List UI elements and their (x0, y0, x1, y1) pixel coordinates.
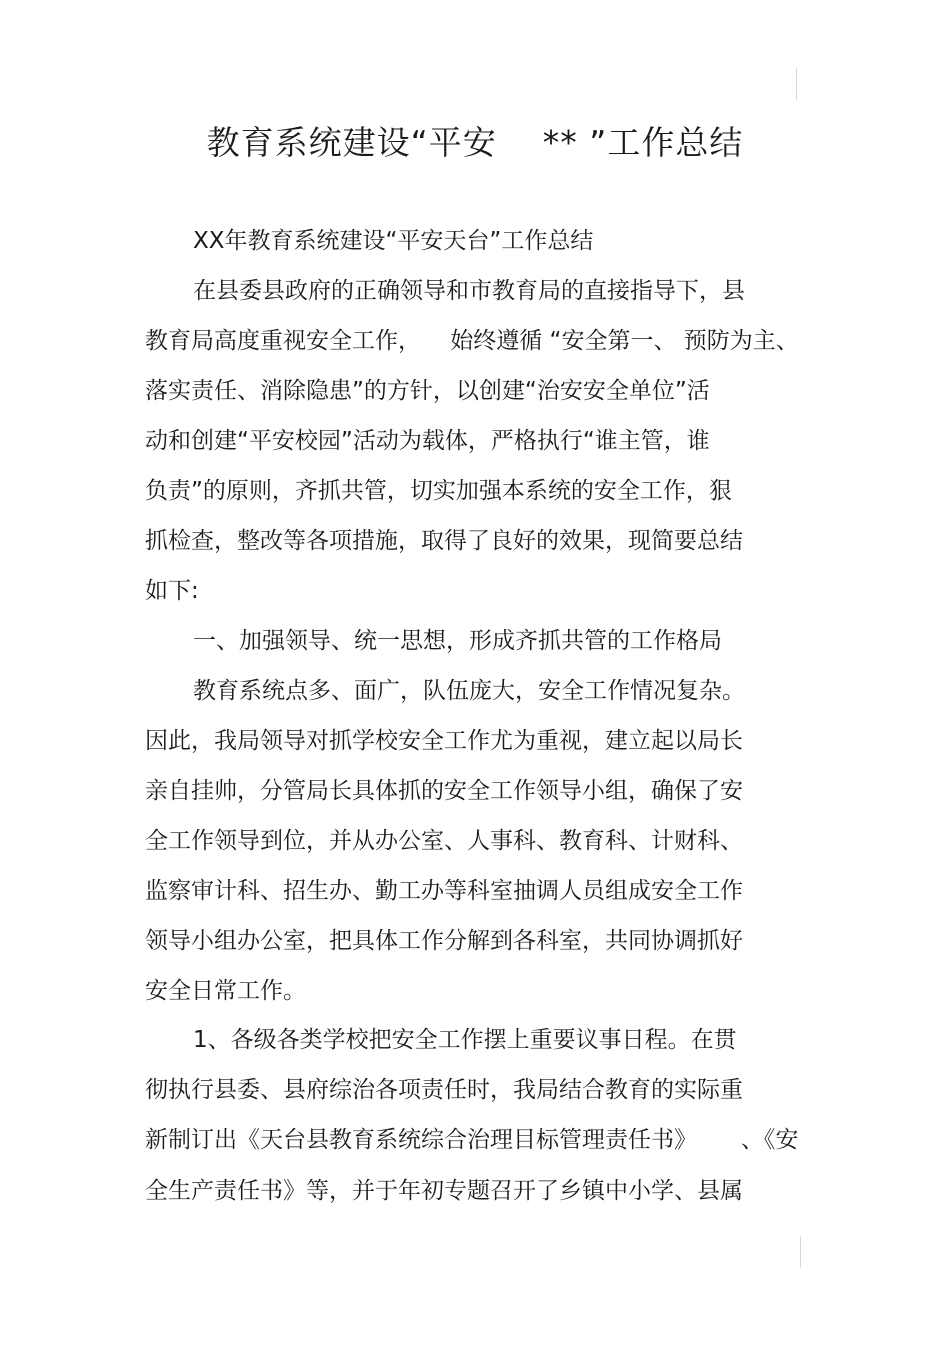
paragraph-line: 如下: (145, 578, 199, 604)
paragraph-line: 亲自挂帅，分管局长具体抓的安全工作领导小组，确保了安 (145, 778, 743, 804)
paragraph-line: 全工作领导到位，并从办公室、人事科、教育科、计财科、 (145, 828, 743, 854)
paragraph-line: 教育系统点多、面广，队伍庞大，安全工作情况复杂。 (193, 678, 745, 704)
paragraph-line: 全生产责任书》等，并于年初专题召开了乡镇中小学、县属 (145, 1178, 743, 1204)
paragraph-line: 动和创建“平安校园”活动为载体，严格执行“谁主管，谁 (145, 428, 710, 454)
paragraph-line: 落实责任、消除隐患”的方针，以创建“治安安全单位”活 (145, 378, 710, 404)
numbered-item-line: 1、各级各类学校把安全工作摆上重要议事日程。在贯 (193, 1027, 737, 1053)
paragraph-line: 彻执行县委、县府综治各项责任时，我局结合教育的实际重 (145, 1077, 743, 1103)
paragraph-line: 安全日常工作。 (145, 978, 306, 1004)
paragraph-line: 监察审计科、招生办、勤工办等科室抽调人员组成安全工作 (145, 878, 743, 904)
subtitle-line: XX年教育系统建设“平安天台”工作总结 (193, 228, 594, 254)
document-title: 教育系统建设“平安 ** ”工作总结 (206, 123, 744, 162)
page-edge-mark-top (796, 68, 797, 100)
section-heading: 一、加强领导、统一思想，形成齐抓共管的工作格局 (193, 628, 722, 654)
paragraph-line: 在县委县政府的正确领导和市教育局的直接指导下，县 (193, 278, 745, 304)
page-edge-mark-bottom (800, 1236, 801, 1268)
paragraph-line: 抓检查，整改等各项措施，取得了良好的效果，现简要总结 (145, 528, 743, 554)
paragraph-line: 新制订出《天台县教育系统综合治理目标管理责任书》 、《安 (145, 1127, 799, 1153)
paragraph-line: 领导小组办公室，把具体工作分解到各科室，共同协调抓好 (145, 928, 743, 954)
paragraph-line: 教育局高度重视安全工作， 始终遵循 “安全第一、 预防为主、 (145, 328, 799, 354)
paragraph-line: 因此，我局领导对抓学校安全工作尤为重视，建立起以局长 (145, 728, 743, 754)
paragraph-line: 负责”的原则，齐抓共管，切实加强本系统的安全工作，狠 (145, 478, 732, 504)
